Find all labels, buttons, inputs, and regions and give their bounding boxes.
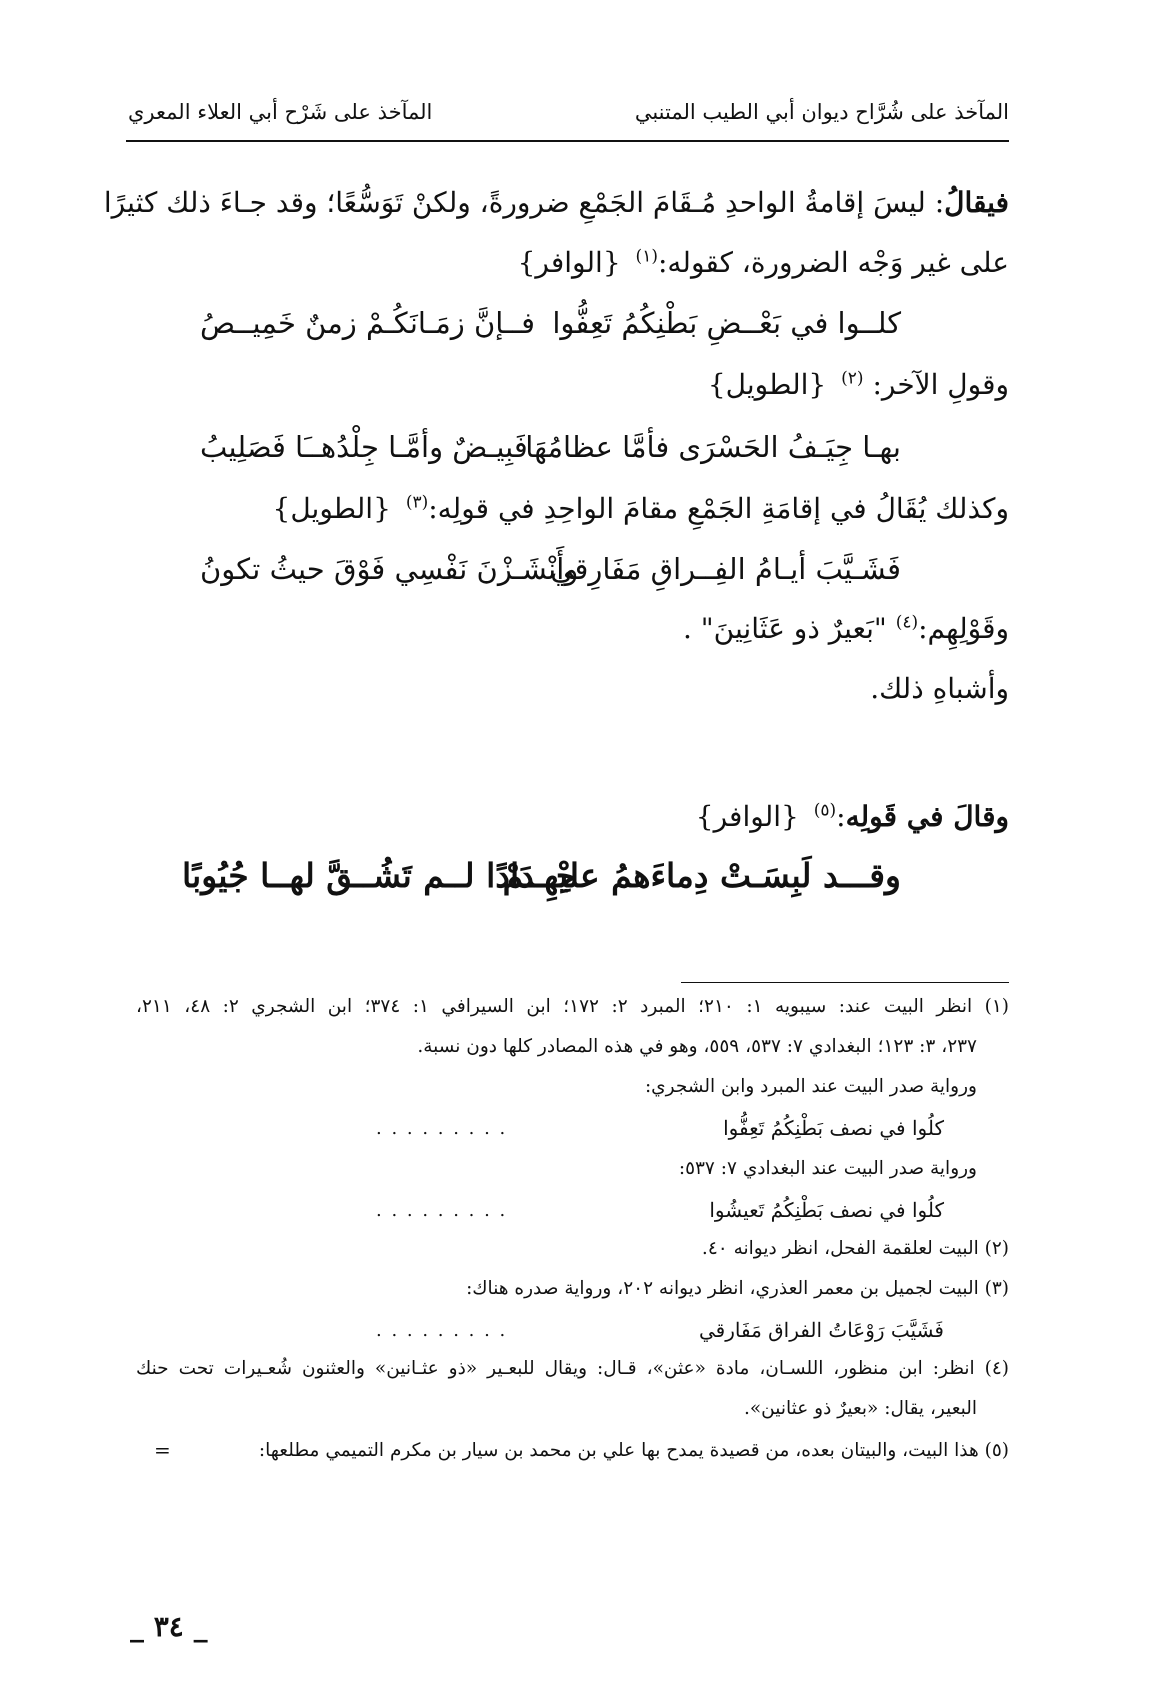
- colon: :: [836, 800, 846, 833]
- ellipsis: . . . . . . . . .: [376, 1118, 508, 1139]
- verse-1-second-hemistich: فــإنَّ زمَـانَكُـمْ زمنٌ خَمِيــصُ: [200, 306, 535, 340]
- paragraph-6: [696, 800, 1009, 834]
- footnote-2: (٢) البيت لعلقمة الفحل، انظر ديوانه ٤٠.: [701, 1238, 1009, 1259]
- verse-1-first-hemistich: كلــوا في بَعْــضِ بَطْنِكُمُ تَعِفُّوا: [552, 306, 901, 340]
- paragraph-4-text: وقَوْلِهِم:: [918, 612, 1009, 645]
- footnote-1-line-4: ورواية صدر البيت عند البغدادي ٧: ٥٣٧:: [678, 1158, 977, 1179]
- paragraph-1-text-2: على غير وَجْه الضرورة، كقوله:: [657, 246, 1009, 279]
- meter-label: {الوافر}: [517, 246, 621, 279]
- running-header-section-title: المآخذ على شَرْح أبي العلاء المعري: [128, 100, 433, 124]
- footnote-1-verse-b: كلُوا في نصف بَطْنِكُمُ تَعيشُوا: [709, 1198, 944, 1222]
- ellipsis: . . . . . . . . .: [376, 1320, 508, 1341]
- footnote-1-line-1: (١) انظر البيت عند: سيبويه ١: ٢١٠؛ المبرد ٢: ١٧٢؛ ابن السيرافي ١: ٣٧٤؛ ابن الشجري ٢: ٤٨، ٢١١،: [136, 996, 1009, 1017]
- ellipsis: . . . . . . . . .: [376, 1200, 508, 1221]
- footnote-1-verse-a: كلُوا في نصف بَطْنِكُمُ تَعِفُّوا: [723, 1116, 944, 1140]
- footnote-5: (٥) هذا البيت، والبيتان بعده، من قصيدة يمدح بها علي بن محمد بن سيار بن مكرم التميمي مطلعها:: [258, 1440, 1009, 1461]
- footnote-1-line-2: ٢٣٧، ٣: ١٢٣؛ البغدادي ٧: ٥٣٧، ٥٥٩، وهو في هذه المصادر كلها دون نسبة.: [417, 1036, 977, 1057]
- paragraph-2-text: وقولِ الآخر:: [872, 368, 1009, 401]
- footnote-3-verse: فَشَيَّبَ رَوْعَاتُ الفراق مَفَارقي: [698, 1318, 944, 1342]
- paragraph-3-text: وكذلك يُقَالُ في إقامَةِ الجَمْعِ مقامَ الواحِدِ في قولِه:: [428, 492, 1009, 525]
- footnote-ref-2: (٢): [841, 368, 864, 389]
- lead-word: فيقالُ: [944, 186, 1009, 219]
- verse-2-second-hemistich: فَبِيـضٌ وأمَّـا جِلْدُهــَا فَصَلِيبُ: [200, 430, 528, 464]
- header-rule: [126, 140, 1009, 142]
- footnote-1-line-3: ورواية صدر البيت عند المبرد وابن الشجري:: [644, 1076, 977, 1097]
- quoted-phrase: "بَعيرٌ ذو عَثَانِينَ" .: [682, 612, 887, 645]
- paragraph-4: [683, 612, 1009, 646]
- footnote-ref-4: (٤): [895, 612, 919, 633]
- meter-label: {الطويل}: [272, 492, 391, 525]
- paragraph-1-text: : ليسَ إقامةُ الواحدِ مُـقَامَ الجَمْعِ ضرورةً، ولكنْ تَوَسُّعًا؛ وقد جـاءَ ذلك كثيرًا: [103, 186, 945, 219]
- verse-2-first-hemistich: بهـا جِيَـفُ الحَسْرَى فأمَّا عظامُهَا: [525, 430, 901, 464]
- meter-label: {الطويل}: [707, 368, 827, 401]
- meter-label: {الوافر}: [695, 800, 799, 833]
- verse-4-second-hemistich: حِــدَادًا لــم تَشُــقَّ لهــا جُيُوبًا: [182, 856, 577, 895]
- paragraph-2: [708, 368, 1009, 402]
- page-number: _ ٣٤ _: [130, 1610, 208, 1643]
- footnote-4-line-1: (٤) انظر: ابن منظور، اللسـان، مادة «عثن»، قـال: ويقال للبعـير «ذو عثـانين» والعثنون شُعـيرات تحت حنك: [136, 1358, 1009, 1379]
- footnote-ref-5: (٥): [813, 800, 837, 821]
- verse-3-second-hemistich: وأَنْشَـزْنَ نَفْسِي فَوْقَ حيثُ تكونُ: [200, 552, 579, 586]
- footnote-separator: [681, 982, 1009, 983]
- verse-4-first-hemistich: وقـــد لَبِسَـتْ دِماءَهمُ عليْهِــمْ: [502, 856, 901, 895]
- verse-3-first-hemistich: فَشَـيَّبَ أيـامُ الفِــراقِ مَفَارِقي: [550, 552, 901, 586]
- running-header-book-title: المآخذ على شُرَّاح ديوان أبي الطيب المتنبي: [634, 100, 1009, 124]
- paragraph-3: [273, 492, 1009, 526]
- footnote-ref-1: (١): [635, 246, 658, 267]
- footnote-ref-3: (٣): [405, 492, 429, 513]
- footnote-3: (٣) البيت لجميل بن معمر العذري، انظر ديوانه ٢٠٢، ورواية صدره هناك:: [466, 1278, 1009, 1299]
- paragraph-1-line-1: [103, 186, 1009, 220]
- lead-phrase: وقالَ في قَولِه: [845, 800, 1009, 833]
- paragraph-5: وأشباهِ ذلك.: [870, 672, 1009, 705]
- continuation-mark: =: [154, 1438, 171, 1462]
- footnote-4-line-2: البعير، يقال: «بعيرٌ ذو عثانين».: [743, 1398, 977, 1419]
- paragraph-1-line-2: [518, 246, 1009, 280]
